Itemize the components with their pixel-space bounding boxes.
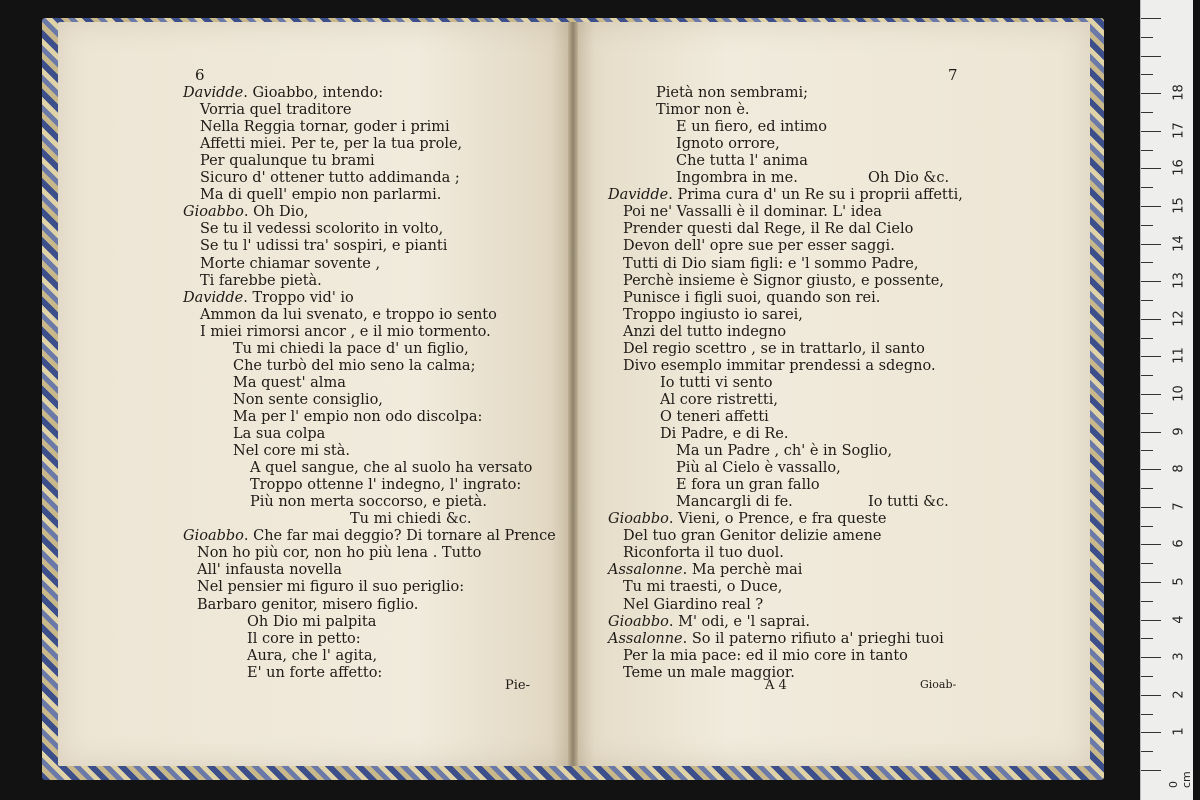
verse-text: Perchè insieme è Signor giusto, e possente, [623,272,944,289]
right-page-number: 7 [948,66,958,84]
left-text-line [233,409,482,426]
ruler-number: 7 [1171,502,1187,511]
speaker-name: Assalonne [608,562,683,579]
left-text-line [183,85,383,102]
left-text-line [183,204,309,221]
left-text-line [197,562,342,579]
verse-text: . Ma perchè mai [682,562,803,579]
verse-text: Troppo ingiusto io sarei, [623,306,803,323]
verse-text: Ma di quell' empio non parlarmi. [200,187,442,204]
verse-text: . Prima cura d' un Re su i proprii affetti, [668,187,963,204]
verse-text: Affetti miei. Per te, per la tua prole, [200,136,463,153]
right-text-line [608,562,802,579]
ruler-tick [1141,56,1161,57]
verse-text: Ignoto orrore, [676,136,780,153]
right-text-line [608,614,810,631]
ruler-number: 17 [1171,122,1187,139]
verse-text: Nel pensier mi figuro il suo periglio: [197,579,465,596]
left-text-line [200,136,462,153]
ruler-tick [1141,168,1161,169]
ruler-number: 11 [1171,347,1187,365]
right-text-line [608,187,963,204]
ruler-tick [1141,319,1161,320]
verse-text: Ma un Padre , ch' è in Soglio, [676,443,893,460]
ruler-number: 18 [1171,84,1187,101]
right-text-line [676,494,793,511]
verse-text: Che tutta l' anima [676,153,808,170]
ruler-tick [1141,638,1153,639]
verse-text: . Troppo vid' io [243,289,354,306]
left-text-line [250,494,487,511]
verse-text: Tutti di Dio siam figli: e 'l sommo Padre, [623,255,919,272]
ruler-tick [1141,300,1153,301]
left-text-line [197,597,418,614]
verse-text: Morte chiamar sovente , [200,255,381,272]
ruler-number: 16 [1171,159,1187,177]
refrain-cue: Io tutti &c. [868,494,949,511]
ruler-number: 8 [1171,464,1187,473]
verse-text: Tu mi chiedi &c. [350,511,472,528]
verse-text: . Che far mai deggio? Di tornare al Prence [243,528,556,545]
speaker-name: Gioabbo [608,511,669,528]
verse-text: Più non merta soccorso, e pietà. [250,494,487,511]
ruler-tick [1141,544,1161,545]
right-text-line [623,358,936,375]
right-text-line [623,238,895,255]
speaker-name: Assalonne [608,630,683,647]
verse-text: Di Padre, e di Re. [660,426,789,442]
right-text-line [656,85,808,102]
right-catchword: Gioab- [920,678,957,691]
verse-text: Non ho più cor, non ho più lena . Tutto [197,545,482,562]
right-text-line [676,153,808,170]
ruler-tick [1141,206,1161,207]
ruler-number: 15 [1171,197,1187,214]
right-text-line [656,102,750,119]
left-text-line [200,221,443,238]
verse-text: Al core ristretti, [660,391,778,408]
left-text-line [233,392,383,409]
verse-text: La sua colpa [233,426,326,442]
right-text-line [623,204,882,221]
ruler-tick [1141,657,1161,658]
verse-text: Per qualunque tu brami [200,153,375,170]
verse-text: Ma quest' alma [233,374,346,391]
ruler-tick [1141,262,1153,263]
verse-text: Del tuo gran Genitor delizie amene [623,528,882,545]
ruler-number: 12 [1171,310,1187,327]
ruler-tick [1141,469,1161,470]
speaker-name: Gioabbo [608,613,669,630]
right-text-line [623,648,908,665]
ruler-tick [1141,187,1153,188]
right-signature: A 4 [765,678,787,693]
left-text-line [250,477,521,494]
ruler-tick [1141,770,1161,771]
verse-text: Anzi del tutto indegno [623,323,787,340]
verse-text: E' un forte affetto: [247,664,383,681]
ruler-tick [1141,150,1153,151]
verse-text: Prender questi dal Rege, il Re dal Cielo [623,221,914,238]
ruler-number: 10 [1171,385,1187,402]
verse-text: Oh Dio mi palpita [247,613,377,630]
ruler-tick [1141,18,1161,19]
right-text-line [676,460,841,477]
verse-text: Vorria quel traditore [200,102,352,119]
verse-text: Non sente consiglio, [233,391,383,408]
left-text-line [200,238,447,255]
verse-text: O teneri affetti [660,408,769,425]
speaker-name: Davidde [183,85,244,101]
left-text-line [250,460,532,477]
verse-text: All' infausta novella [197,562,342,579]
ruler-tick [1141,413,1153,414]
left-text-line [247,648,377,665]
left-catchword: Pie- [505,678,530,693]
ruler-tick [1141,526,1153,527]
ruler-number: 6 [1171,539,1187,549]
verse-text: Tu mi traesti, o Duce, [623,579,783,596]
left-text-line [200,256,380,273]
left-text-line [183,528,556,545]
verse-text: Barbaro genitor, misero figlio. [197,596,419,613]
verse-text: Sicuro d' ottener tutto addimanda ; [200,170,460,187]
right-text-line [660,392,778,409]
ruler-number: 13 [1171,272,1187,289]
verse-text: Poi ne' Vassalli è il dominar. L' idea [623,204,882,221]
left-text-line [233,375,346,392]
ruler-tick [1141,507,1161,508]
ruler-tick [1141,695,1161,696]
left-text-line [247,665,382,682]
right-text-line [676,443,892,460]
ruler-number: 5 [1171,577,1187,586]
ruler-number: 2 [1171,690,1187,699]
ruler-tick [1141,563,1153,564]
ruler-tick [1141,375,1153,376]
verse-text: Il core in petto: [247,630,361,647]
left-text-line [197,545,481,562]
right-text-line [623,307,803,324]
left-text-line [233,341,469,358]
right-text-line [623,273,944,290]
left-text-line [183,290,354,307]
verse-text: Nel Giardino real ? [623,596,764,613]
ruler-tick [1141,488,1153,489]
verse-text: . Gioabbo, intendo: [243,85,384,101]
right-text-line [676,170,798,187]
ruler-number: 3 [1171,652,1187,661]
verse-text: Pietà non sembrami; [656,85,808,101]
right-text-line [623,341,925,358]
right-text-line [623,256,918,273]
verse-text: Teme un male maggior. [623,664,795,681]
verse-text: . Vieni, o Prence, e fra queste [668,511,887,528]
verse-text: Ma per l' empio non odo discolpa: [233,408,483,425]
ruler-tick [1141,714,1153,715]
right-text-line [623,221,913,238]
verse-text: Ti farebbe pietà. [200,272,322,289]
ruler-tick [1141,450,1153,451]
ruler-tick [1141,356,1161,357]
verse-text: Più al Cielo è vassallo, [676,460,841,477]
ruler-tick [1141,732,1161,733]
left-text-line [200,153,375,170]
speaker-name: Davidde [183,289,244,306]
left-text-line [233,358,475,375]
verse-text: . Oh Dio, [243,204,309,221]
verse-text: Nella Reggia tornar, goder i primi [200,119,450,136]
verse-text: Nel core mi stà. [233,443,351,460]
left-text-line [233,426,325,443]
measurement-ruler [1140,0,1193,800]
right-text-line [676,136,780,153]
right-text-line [676,477,820,494]
verse-text: Devon dell' opre sue per esser saggi. [623,238,895,255]
ruler-tick [1141,601,1153,602]
right-text-line [608,511,886,528]
verse-text: Mancargli di fe. [676,494,793,511]
left-text-line [247,631,361,648]
right-text-line [623,528,882,545]
ruler-tick [1141,582,1161,583]
left-text-line [200,187,441,204]
left-text-line [247,614,376,631]
right-text-line [608,631,944,648]
right-text-line [660,426,788,443]
left-page-number: 6 [195,66,205,84]
ruler-tick [1141,74,1153,75]
verse-text: Aura, che l' agita, [247,647,378,664]
ruler-number: 1 [1171,727,1187,737]
right-text-line [660,409,769,426]
book-gutter [568,22,578,766]
verse-text: A quel sangue, che al suolo ha versato [250,460,533,477]
refrain-cue: Oh Dio &c. [868,170,950,187]
ruler-tick [1141,338,1153,339]
left-text-line [200,102,351,119]
verse-text: Timor non è. [656,102,750,119]
speaker-name: Davidde [608,187,669,204]
right-text-line [660,375,773,392]
left-text-line [200,324,491,341]
ruler-tick [1141,131,1161,132]
ruler-unit: 0 cm [1167,771,1193,788]
right-text-line [676,119,827,136]
ruler-tick [1141,112,1153,113]
verse-text: . M' odi, e 'l saprai. [668,613,811,630]
verse-text: Divo esemplo immitar prendessi a sdegno. [623,357,936,374]
verse-text: Tu mi chiedi la pace d' un figlio, [233,340,469,357]
verse-text: Punisce i figli suoi, quando son rei. [623,289,881,306]
ruler-number: 9 [1171,426,1187,436]
verse-text: Del regio scettro , se in trattarlo, il santo [623,340,925,357]
right-text-line [623,290,880,307]
ruler-tick [1141,281,1161,282]
ruler-tick [1141,432,1161,433]
ruler-tick [1141,394,1161,395]
right-text-line [623,597,763,614]
verse-text: Se tu il vedessi scolorito in volto, [200,221,444,238]
verse-text: Ammon da lui svenato, e troppo io sento [200,306,497,323]
verse-text: Troppo ottenne l' indegno, l' ingrato: [250,477,522,494]
right-text-line [623,545,784,562]
verse-text: Ingombra in me. [676,170,798,187]
left-text-line [200,170,460,187]
left-text-line [200,273,322,290]
left-text-line [350,511,471,528]
left-text-line [200,119,450,136]
ruler-tick [1141,676,1153,677]
verse-text: E fora un gran fallo [676,477,820,494]
verse-text: Per la mia pace: ed il mio core in tanto [623,647,908,664]
verse-text: Riconforta il tuo duol. [623,545,784,562]
verse-text: Io tutti vi sento [660,374,773,391]
ruler-tick [1141,225,1153,226]
ruler-tick [1141,93,1161,94]
verse-text: Se tu l' udissi tra' sospiri, e pianti [200,238,448,255]
left-text-line [197,579,464,596]
speaker-name: Gioabbo [183,204,244,221]
ruler-number: 4 [1171,614,1187,624]
ruler-tick [1141,37,1153,38]
ruler-tick [1141,620,1161,621]
speaker-name: Gioabbo [183,528,244,545]
right-text-line [623,324,786,341]
left-text-line [200,307,497,324]
left-text-line [233,443,350,460]
ruler-tick [1141,751,1153,752]
ruler-number: 14 [1171,234,1187,252]
right-text-line [623,579,782,596]
verse-text: I miei rimorsi ancor , e il mio tormento. [200,323,491,340]
verse-text: . So il paterno rifiuto a' prieghi tuoi [682,630,944,647]
ruler-tick [1141,244,1161,245]
verse-text: Che turbò del mio seno la calma; [233,357,476,374]
verse-text: E un fiero, ed intimo [676,119,828,136]
